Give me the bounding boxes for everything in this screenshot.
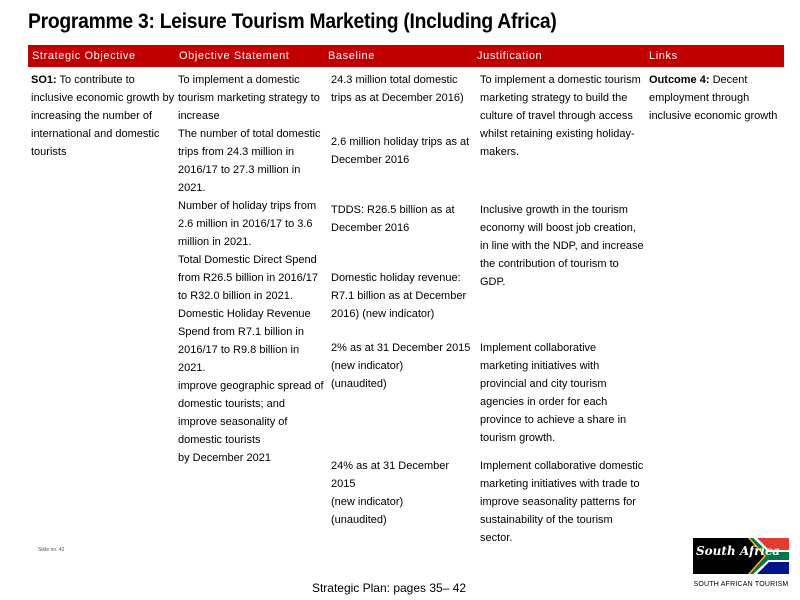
objective-bullet-holiday-revenue: Domestic Holiday Revenue Spend from R7.1 billion in 2016/17 to R9.8 billion in 2021. [178,308,311,374]
header-objective-statement: Objective Statement [179,50,290,62]
logo-script: South Africa [696,544,781,558]
objective-deadline: by December 2021 [178,452,271,464]
so1-text: To contribute to inclusive economic growth by increasing the number of international and domestic tourists [31,74,175,158]
slide-number: Slide no. 42 [38,547,65,553]
baseline-tdds: TDDS: R26.5 billion as at December 2016 [331,204,455,234]
justification-trade-initiatives: Implement collaborative domestic marketing initiatives with trade to improve seasonality patterns for sustainability of the tourism sector. [480,460,644,544]
links-label: Outcome 4: [649,74,710,86]
objective-intro: To implement a domestic tourism marketing strategy to increase [178,74,320,122]
header-links: Links [649,50,678,62]
justification-inclusive-growth: Inclusive growth in the tourism economy will boost job creation, in line with the NDP, and increase the contribution of tourism to GDP. [480,204,644,288]
footer-text: Strategic Plan: pages 35– 42 [311,581,467,595]
header-baseline: Baseline [328,50,375,62]
objective-bullet-total-trips: The number of total domestic trips from 24.3 million in 2016/17 to 27.3 million in 2021. [178,128,321,194]
strategic-objective-cell [31,71,177,161]
table-header [28,45,784,67]
logo-caption: SOUTH AFRICAN TOURISM [693,581,789,588]
objective-bullet-holiday-trips: Number of holiday trips from 2.6 million in 2016/17 to 3.6 million in 2021. [178,200,317,248]
objective-bullet-geographic-spread: improve geographic spread of domestic tourists; and [178,380,324,410]
baseline-holiday-revenue: Domestic holiday revenue: R7.1 billion as at December 2016) (new indicator) [331,272,467,320]
baseline-holiday-trips: 2.6 million holiday trips as at December 2016 [331,136,470,166]
baseline-seasonality: 24% as at 31 December 2015 (new indicator) (unaudited) [331,460,450,526]
header-strategic-objective: Strategic Objective [32,50,136,62]
links-cell [649,71,783,125]
baseline-total-trips: 24.3 million total domestic trips as at December 2016) [331,74,464,104]
objective-statement-cell [178,71,326,467]
objective-bullet-seasonality: improve seasonality of domestic tourists [178,416,288,446]
objective-bullet-direct-spend: Total Domestic Direct Spend from R26.5 billion in 2016/17 to R32.0 billion in 2021. [178,254,319,302]
header-justification: Justification [477,50,543,62]
justification-culture-of-travel: To implement a domestic tourism marketing strategy to build the culture of travel through access whilst retaining existing holiday-makers. [480,74,641,158]
page-title: Programme 3: Leisure Tourism Marketing (Including Africa) [28,10,557,33]
so1-label: SO1: [31,74,57,86]
justification-provincial-initiatives: Implement collaborative marketing initiatives with provincial and city tourism agencies in order for each province to achieve a share in tourism growth. [480,342,627,444]
links-text: Decent employment through inclusive economic growth [649,74,778,122]
baseline-geographic-spread: 2% as at 31 December 2015 (new indicator) (unaudited) [331,342,471,390]
